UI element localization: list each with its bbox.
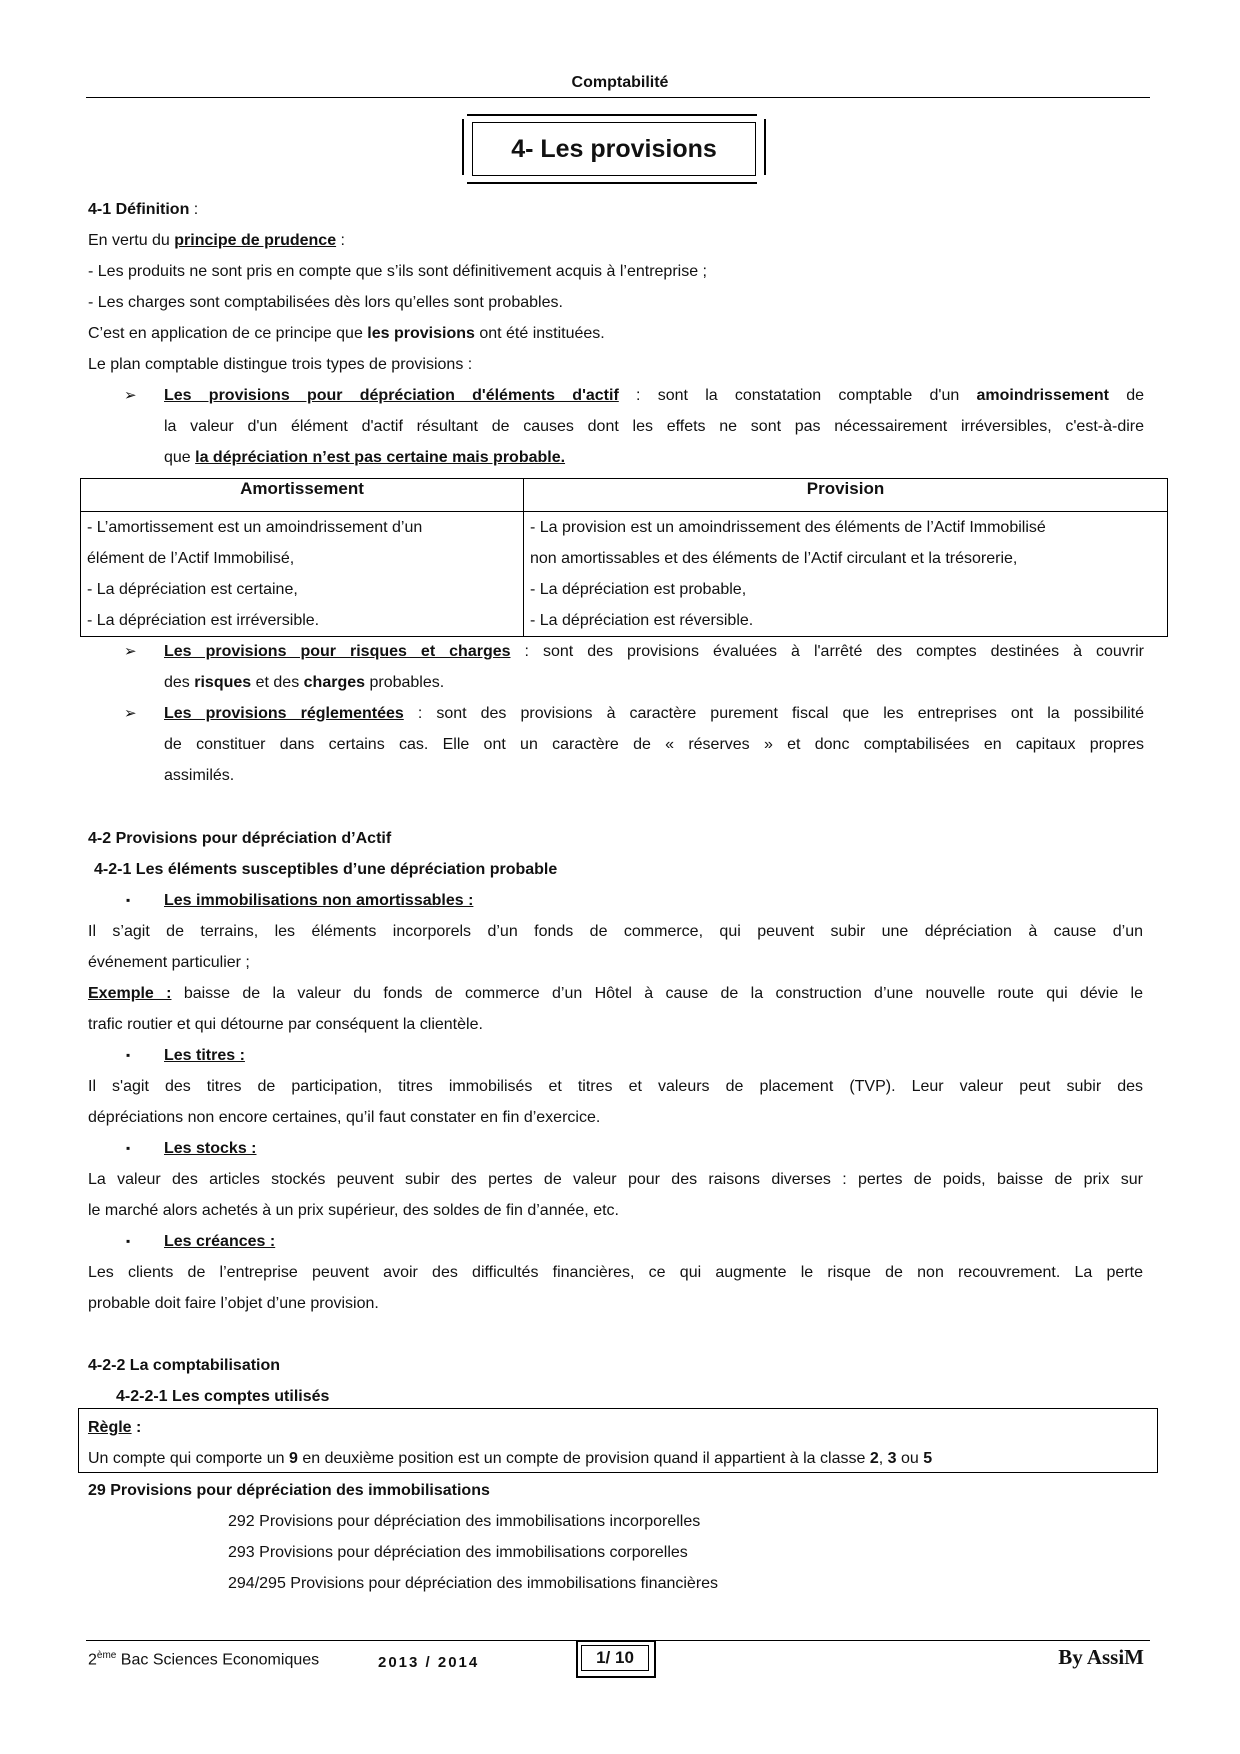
paragraph-line: dépréciations non encore certaines, qu’il faut constater en fin d’exercice.: [88, 1109, 601, 1126]
bullet-line: [164, 667, 1144, 698]
cell-line: - L’amortissement est un amoindrissement d’un: [87, 519, 423, 536]
arrow-bullet-icon: ➢: [124, 387, 137, 404]
text: des: [164, 674, 195, 691]
item-title-stocks: Les stocks :: [164, 1140, 257, 1157]
section-heading-4-2: 4-2 Provisions pour dépréciation d’Actif: [88, 830, 392, 847]
bullet-title: Les provisions réglementées: [164, 705, 404, 722]
heading-text: 4-1 Définition: [88, 201, 190, 218]
rule-text: [88, 1443, 1143, 1474]
emphasis-text: 9: [289, 1450, 298, 1467]
page-header-title: Comptabilité: [571, 74, 669, 91]
account-item: 294/295 Provisions pour dépréciation des immobilisations financières: [228, 1575, 719, 1592]
emphasis-text: risques: [194, 674, 252, 691]
level-number: 2: [88, 1651, 97, 1669]
paragraph-line: [88, 318, 1143, 349]
table-header-amortissement: Amortissement: [81, 479, 524, 512]
text: ont été instituées.: [474, 325, 605, 342]
bullet-title: Les provisions pour dépréciation d'éléments d'actif: [164, 387, 619, 404]
subsection-heading-4-2-2-1: 4-2-2-1 Les comptes utilisés: [116, 1388, 330, 1405]
cell-line: - La dépréciation est certaine,: [87, 581, 298, 598]
paragraph-line: événement particulier ;: [88, 954, 250, 971]
paragraph-line: - Les produits ne sont pris en compte que s’ils sont définitivement acquis à l’entreprise ;: [88, 263, 707, 280]
text: de: [1108, 387, 1144, 404]
bullet-line: [164, 442, 1144, 473]
paragraph-line: Il s’agit de terrains, les éléments incorporels d’un fonds de commerce, qui peuvent subir une dépréciation à cause d’un: [88, 923, 1143, 940]
bullet-line: [164, 380, 1144, 411]
page-number: 1/ 10: [581, 1645, 649, 1671]
arrow-bullet-icon: ➢: [124, 643, 137, 660]
heading-colon: :: [189, 201, 199, 218]
table-row: [81, 512, 1168, 637]
square-bullet-icon: ▪: [126, 1141, 131, 1155]
paragraph-line: Le plan comptable distingue trois types de provisions :: [88, 356, 473, 373]
emphasis-text: amoindrissement: [976, 387, 1109, 404]
account-class-29: 29 Provisions pour dépréciation des immobilisations: [88, 1482, 490, 1499]
header-divider: [86, 97, 1150, 98]
square-bullet-icon: ▪: [126, 1234, 131, 1248]
paragraph-line: le marché alors achetés à un prix supérieur, des soldes de fin d’année, etc.: [88, 1202, 619, 1219]
comparison-table: [80, 478, 1168, 637]
title-frame-corner: [457, 175, 467, 185]
table-cell-provision: [524, 512, 1168, 637]
cell-line: non amortissables et des éléments de l’Actif circulant et la trésorerie,: [530, 550, 1018, 567]
square-bullet-icon: ▪: [126, 1048, 131, 1062]
paragraph-line: probable doit faire l’objet d’une provision.: [88, 1295, 379, 1312]
text: Un compte qui comporte un: [88, 1450, 289, 1467]
bullet-line: de constituer dans certains cas. Elle ont un caractère de « réserves » et donc comptabilisées en capitaux propres: [164, 736, 1144, 753]
cell-line: élément de l’Actif Immobilisé,: [87, 550, 295, 567]
bullet-title: Les provisions pour risques et charges: [164, 643, 511, 660]
cell-line: - La dépréciation est probable,: [530, 581, 747, 598]
emphasis-text: 5: [923, 1450, 933, 1467]
item-title-immobilisations: Les immobilisations non amortissables :: [164, 892, 474, 909]
table-cell-amortissement: [81, 512, 524, 637]
cell-line: - La dépréciation est irréversible.: [87, 612, 320, 629]
square-bullet-icon: ▪: [126, 893, 131, 907]
item-title-creances: Les créances :: [164, 1233, 276, 1250]
subsection-heading-4-2-1: 4-2-1 Les éléments susceptibles d’une dépréciation probable: [94, 861, 558, 878]
account-item: 292 Provisions pour dépréciation des immobilisations incorporelles: [228, 1513, 701, 1530]
cell-line: - La dépréciation est réversible.: [530, 612, 754, 629]
paragraph-line: - Les charges sont comptabilisées dès lors qu’elles sont probables.: [88, 294, 563, 311]
level-text: Bac Sciences Economiques: [116, 1651, 320, 1669]
emphasis-text: charges: [303, 674, 366, 691]
title-frame-corner: [757, 175, 767, 185]
emphasis-text: principe de prudence: [174, 232, 337, 249]
title-frame-corner: [757, 109, 767, 119]
example-label: Exemple :: [88, 985, 172, 1002]
table-header-provision: Provision: [524, 479, 1168, 512]
paragraph-line: trafic routier et qui détourne par conséquent la clientèle.: [88, 1016, 483, 1033]
text: probables.: [365, 674, 445, 691]
text: :: [336, 232, 345, 249]
text: : sont des provisions évaluées à l'arrêté des comptes destinées à couvrir: [510, 643, 1144, 660]
emphasis-text: les provisions: [367, 325, 475, 342]
text: baisse de la valeur du fonds de commerce d’un Hôtel à cause de la construction d’une nouvelle route qui dévie le: [171, 985, 1143, 1002]
text: ou: [896, 1450, 924, 1467]
arrow-bullet-icon: ➢: [124, 705, 137, 722]
footer-year: 2013 / 2014: [378, 1654, 480, 1671]
item-title-titres: Les titres :: [164, 1047, 245, 1064]
emphasis-text: la dépréciation n’est pas certaine mais probable.: [195, 449, 566, 466]
footer-author: By AssiM: [1058, 1645, 1144, 1669]
paragraph-line: Les clients de l’entreprise peuvent avoir des difficultés financières, ce qui augmente le risque de non recouvrement. La perte: [88, 1264, 1143, 1281]
page-title: 4- Les provisions: [472, 122, 756, 176]
text: En vertu du: [88, 232, 175, 249]
rule-colon: :: [131, 1419, 142, 1436]
text: en deuxième position est un compte de provision quand il appartient à la classe: [297, 1450, 870, 1467]
cell-line: - La provision est un amoindrissement des éléments de l’Actif Immobilisé: [530, 519, 1046, 536]
level-superscript: ème: [96, 1650, 117, 1661]
bullet-line: la valeur d'un élément d'actif résultant de causes dont les effets ne sont pas nécessairement irréversibles, c'est-à-dire: [164, 418, 1144, 435]
subsection-heading-4-2-2: 4-2-2 La comptabilisation: [88, 1357, 281, 1374]
rule-label: Règle: [88, 1419, 132, 1436]
title-frame-corner: [457, 109, 467, 119]
emphasis-text: 2: [869, 1450, 879, 1467]
rule-label-line: [88, 1412, 1143, 1443]
text: : sont la constatation comptable d'un: [618, 387, 977, 404]
table-header-row: [81, 479, 1168, 512]
footer-level: [88, 1650, 319, 1669]
bullet-line: assimilés.: [164, 767, 235, 784]
text: : sont des provisions à caractère purement fiscal que les entreprises ont la possibilité: [403, 705, 1144, 722]
bullet-line: [164, 698, 1144, 729]
text: ,: [878, 1450, 888, 1467]
text: et des: [251, 674, 304, 691]
example-line: [88, 978, 1143, 1009]
text: C’est en application de ce principe que: [88, 325, 368, 342]
paragraph-line: [88, 225, 1143, 256]
account-item: 293 Provisions pour dépréciation des immobilisations corporelles: [228, 1544, 688, 1561]
emphasis-text: 3: [887, 1450, 897, 1467]
paragraph-line: La valeur des articles stockés peuvent subir des pertes de valeur pour des raisons diverses : pertes de poids, baisse de prix sur: [88, 1171, 1143, 1188]
paragraph-line: Il s'agit des titres de participation, titres immobilisés et titres et valeurs de placement (TVP). Leur valeur peut subir des: [88, 1078, 1143, 1095]
section-heading-4-1: [88, 194, 1143, 225]
text: que: [164, 449, 196, 466]
bullet-line: [164, 636, 1144, 667]
